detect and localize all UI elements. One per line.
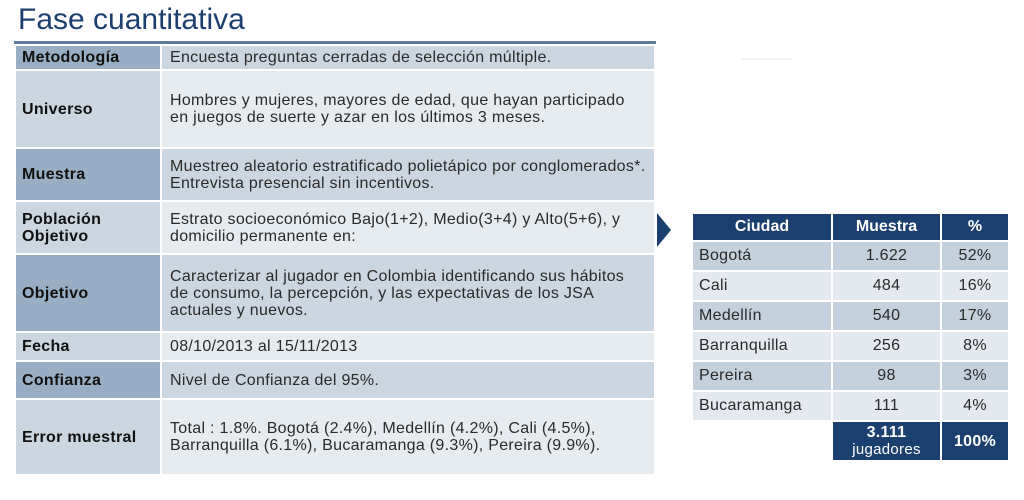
city-percent: 16% (941, 271, 1009, 301)
row-value: 08/10/2013 al 15/11/2013 (161, 332, 655, 361)
city-table-header (692, 213, 1009, 241)
row-label: Objetivo (15, 254, 161, 332)
table-row (692, 271, 1009, 301)
methodology-table (14, 44, 656, 476)
city-sample: 1.622 (832, 241, 941, 271)
city-name: Cali (692, 271, 832, 301)
total-percent: 100% (941, 421, 1009, 461)
row-label: Metodología (15, 45, 161, 70)
city-percent: 3% (941, 361, 1009, 391)
total-unit: jugadores (852, 441, 921, 458)
row-error-muestral (15, 399, 655, 475)
total-sample-cell (832, 421, 941, 461)
total-blank-cell (692, 421, 832, 461)
total-row (692, 421, 1009, 461)
city-sample: 540 (832, 301, 941, 331)
row-value: Encuesta preguntas cerradas de selección múltiple. (161, 45, 655, 70)
city-percent: 52% (941, 241, 1009, 271)
row-label: Error muestral (15, 399, 161, 475)
row-poblacion-objetivo (15, 201, 655, 254)
row-confianza (15, 361, 655, 399)
city-name: Bucaramanga (692, 391, 832, 421)
city-name: Bogotá (692, 241, 832, 271)
header-percent: % (941, 213, 1009, 241)
row-value: Nivel de Confianza del 95%. (161, 361, 655, 399)
city-sample: 484 (832, 271, 941, 301)
row-label: Muestra (15, 148, 161, 201)
city-name: Medellín (692, 301, 832, 331)
city-percent: 17% (941, 301, 1009, 331)
city-percent: 8% (941, 331, 1009, 361)
city-name: Pereira (692, 361, 832, 391)
table-row (692, 361, 1009, 391)
row-label: Universo (15, 70, 161, 148)
table-row (692, 301, 1009, 331)
total-sample: 3.111 (866, 424, 907, 441)
row-metodologia (15, 45, 655, 70)
city-sample: 111 (832, 391, 941, 421)
row-value: Muestreo aleatorio estratificado polietápico por conglomerados*. Entrevista presencial sin incentivos. (161, 148, 655, 201)
header-muestra: Muestra (832, 213, 941, 241)
city-name: Barranquilla (692, 331, 832, 361)
row-muestra (15, 148, 655, 201)
pointer-arrow-icon (657, 213, 671, 247)
row-label: Población Objetivo (15, 201, 161, 254)
row-value: Estrato socioeconómico Bajo(1+2), Medio(3+4) y Alto(5+6), y domicilio permanente en: (161, 201, 655, 254)
row-universo (15, 70, 655, 148)
table-row (692, 331, 1009, 361)
city-sample-table (691, 212, 1010, 462)
row-label: Confianza (15, 361, 161, 399)
row-value: Hombres y mujeres, mayores de edad, que hayan participado en juegos de suerte y azar en los últimos 3 meses. (161, 70, 655, 148)
row-value: Total : 1.8%. Bogotá (2.4%), Medellín (4.2%), Cali (4.5%), Barranquilla (6.1%), Bucaramanga (9.3%), Pereira (9.9%). (161, 399, 655, 475)
header-ciudad: Ciudad (692, 213, 832, 241)
city-sample: 98 (832, 361, 941, 391)
row-value: Caracterizar al jugador en Colombia identificando sus hábitos de consumo, la percepción, y las expectativas de los JSA actuales y nuevos. (161, 254, 655, 332)
decorative-line (742, 58, 792, 60)
row-label: Fecha (15, 332, 161, 361)
row-fecha (15, 332, 655, 361)
page-title: Fase cuantitativa (18, 3, 245, 36)
city-percent: 4% (941, 391, 1009, 421)
table-row (692, 391, 1009, 421)
table-row (692, 241, 1009, 271)
city-sample: 256 (832, 331, 941, 361)
row-objetivo (15, 254, 655, 332)
